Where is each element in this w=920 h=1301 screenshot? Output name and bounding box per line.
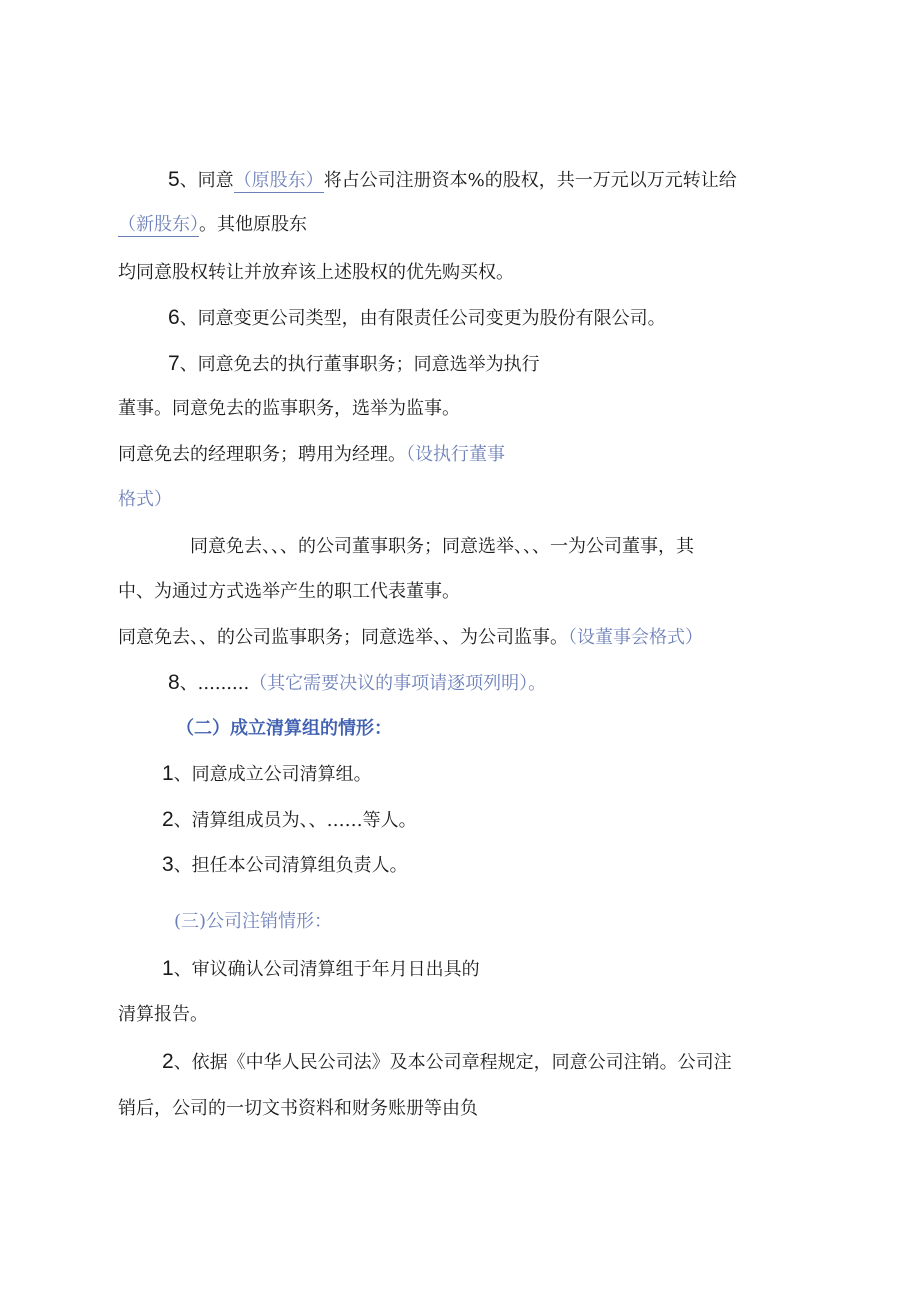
board-text-c: 同意免去、、的公司监事职务；同意选举、、为公司监事。 <box>118 627 568 648</box>
item-8-text: 、......... <box>179 673 250 694</box>
sec3-item-1-line2: 清算报告。 <box>118 1004 208 1025</box>
sec3-item-2-line2: 销后，公司的一切文书资料和财务账册等由负 <box>118 1098 478 1119</box>
item-5-text-c: 。其他原股东 <box>199 214 307 235</box>
item-number: 2 <box>162 808 174 831</box>
sec3-item-1-line1 <box>162 957 480 982</box>
sec2-item-text: 、同意成立公司清算组。 <box>173 764 372 785</box>
item-5-text-a: 、同意 <box>179 170 234 191</box>
section-3-heading: (三)公司注销情形： <box>174 911 333 932</box>
item-number: 8 <box>168 671 180 694</box>
item-7-line3 <box>118 443 505 467</box>
board-line3 <box>118 626 703 650</box>
new-shareholder-placeholder: （新股东） <box>118 214 199 235</box>
item-7-text-c: 同意免去的经理职务；聘用为经理。 <box>118 444 406 465</box>
sec2-item-1 <box>162 762 372 787</box>
item-8-note: （其它需要决议的事项请逐项列明）。 <box>249 673 547 694</box>
item-5-text-b: 将占公司注册资本%的股权，共一万元以万元转让给 <box>323 170 737 191</box>
item-number: 6 <box>168 306 180 329</box>
sec2-item-3 <box>162 853 408 878</box>
item-5-line2 <box>118 213 307 237</box>
original-shareholder-placeholder: （原股东） <box>233 170 324 191</box>
item-number: 2 <box>162 1050 174 1073</box>
item-number: 7 <box>168 352 180 375</box>
sec3-item-2-text: 、依据《中华人民公司法》及本公司章程规定，同意公司注销。公司注 <box>173 1052 732 1073</box>
sec3-item-1-text: 、审议确认公司清算组于年月日出具的 <box>173 959 480 980</box>
sec2-item-text: 、清算组成员为、、……等人。 <box>173 810 417 831</box>
item-5-line1 <box>168 168 737 193</box>
item-5-line3: 均同意股权转让并放弃该上述股权的优先购买权。 <box>118 262 514 283</box>
item-number: 3 <box>162 853 174 876</box>
item-7-line1 <box>168 352 540 377</box>
executive-director-format-note-cont: 格式） <box>118 489 172 510</box>
item-6 <box>168 306 666 331</box>
item-number: 1 <box>162 957 174 980</box>
item-7-text-a: 、同意免去的执行董事职务；同意选举为执行 <box>179 354 540 375</box>
item-7-line2: 董事。同意免去的监事职务，选举为监事。 <box>118 398 460 419</box>
sec3-item-2-line1 <box>162 1050 732 1075</box>
board-line1: 同意免去、、、的公司董事职务；同意选举、、、一为公司董事，其 <box>190 536 694 557</box>
section-2-heading: （二）成立清算组的情形： <box>176 718 392 739</box>
item-number: 1 <box>162 762 174 785</box>
board-line2: 中、为通过方式选举产生的职工代表董事。 <box>118 581 460 602</box>
executive-director-format-note: （设执行董事 <box>406 444 505 465</box>
item-number: 5 <box>168 168 180 191</box>
sec2-item-2 <box>162 808 417 833</box>
board-format-note: （设董事会格式） <box>568 627 703 648</box>
item-6-text: 、同意变更公司类型，由有限责任公司变更为股份有限公司。 <box>179 308 666 329</box>
item-8 <box>168 671 546 696</box>
sec2-item-text: 、担任本公司清算组负责人。 <box>173 855 408 876</box>
